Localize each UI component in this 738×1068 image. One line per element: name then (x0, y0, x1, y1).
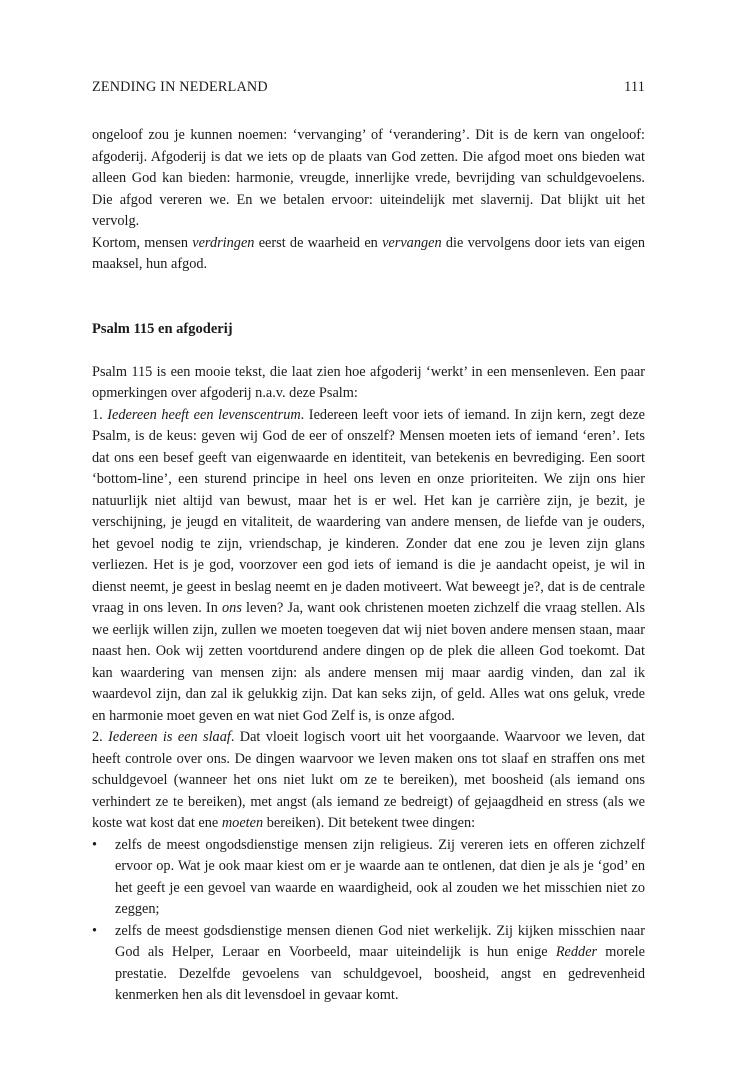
bullet-item-2: • zelfs de meest godsdienstige mensen dienen God niet werkelijk. Zij kijken misschien naar God als Helper, Leraar en Voorbeeld, maar uiteindelijk is hun enige Redder morele prestatie. Dezelfde gevoelens van schuldgevoel, boosheid, angst en gedrevenheid kenmerken hen als dit levensdoel in gevaar komt. (92, 922, 645, 1003)
emphasis-verdringen: verdringen (192, 234, 255, 251)
page (92, 79, 645, 1007)
emphasis-vervangen: vervangen (382, 234, 442, 251)
point-1: 1. Iedereen heeft een levenscentrum. Iedereen leeft voor iets of iemand. In zijn kern, zegt deze Psalm, is de keus: geven wij God de eer of onszelf? Mensen moeten iets of iemand ‘eren’. Iets dat ons een besef geeft van eigenwaarde en identiteit, van betekenis en bevrediging. Een soort ‘bottom-line’, een sturend principe in heel ons leven en onze prioriteiten. We zijn ons hier natuurlijk niet altijd van bewust, maar het is er wel. Het kan je carrière zijn, je bezit, je verschijning, je jeugd en vitaliteit, de waardering van andere mensen, de liefde van je ouders, het gevoel nodig te zijn, vriendschap, je kinderen. Zonder dat ene zou je leven zijn glans verliezen. Het is je god, voorzover een god iets of iemand is die je aandacht opeist, je wil in dienst neemt, je geest in beslag neemt en je daden motiveert. Wat beweegt je?, dat is de centrale vraag in ons leven. In ons leven? Ja, want ook christenen moeten zichzelf die vraag stellen. Als we eerlijk willen zijn, zullen we moeten toegeven dat wij niet boven andere mensen staan, maar naast hen. Ook wij zetten voortdurend andere dingen op de plek die alleen God toekomt. Dat kan waardering van mensen zijn: als andere mensen mij maar aardig vinden, dan zal ik waardevol zijn, dan zal ik gelukkig zijn. Dat kan seks zijn, of geld. Alles wat ons geluk, vrede en harmonie moet geven en wat niet God Zelf is, is onze afgod. (92, 406, 646, 724)
body-text (92, 125, 645, 1007)
running-header (92, 79, 645, 99)
intro-paragraph-1: ongeloof zou je kunnen noemen: ‘vervanging’ of ‘verandering’. Dit is de kern van ongeloof: afgoderij. Afgoderij is dat we iets op de plaats van God zetten. Die afgod moet ons bieden wat alleen God kan bieden: harmonie, vreugde, innerlijke vrede, bevrijding van schuldgevoelens. Die afgod vereren we. En we betalen ervoor: uiteindelijk met slavernij. Dat blijkt uit het vervolg. (92, 127, 645, 229)
page-number: 111 (624, 79, 645, 95)
point-1-title: Iedereen heeft een levenscentrum (107, 406, 301, 423)
emphasis-ons: ons (222, 600, 242, 616)
point-2: 2. Iedereen is een slaaf. Dat vloeit logisch voort uit het voorgaande. Waarvoor we leven, dat heeft controle over ons. De dingen waarvoor we leven maken ons tot slaaf en straffen ons met schuldgevoel (wanneer het ons niet lukt om ze te bereiken), met boosheid (als iemand ons verhindert ze te bereiken), met angst (als iemand ze bedreigt) of gejaagdheid en stress (als we koste wat kost dat ene moeten bereiken). Dit betekent twee dingen: (92, 729, 645, 831)
bullet-icon: • (92, 836, 98, 853)
emphasis-moeten: moeten (221, 815, 264, 831)
point-2-title: Iedereen is een slaaf (108, 729, 231, 745)
section-lead: Psalm 115 is een mooie tekst, die laat zien hoe afgoderij ‘werkt’ in een mensenleven. Een paar opmerkingen over afgoderij n.a.v. deze Psalm: (92, 363, 645, 401)
bullet-list (92, 835, 645, 1007)
intro-paragraph-2: Kortom, mensen verdringen eerst de waarheid en vervangen die vervolgens door iets van eigen maaksel, hun afgod. (92, 234, 645, 272)
header-title: ZENDING IN NEDERLAND (92, 79, 268, 95)
bullet-icon: • (92, 922, 98, 939)
section-heading: Psalm 115 en afgoderij (92, 320, 233, 337)
emphasis-redder: Redder (555, 944, 598, 960)
bullet-item-1: • zelfs de meest ongodsdienstige mensen zijn religieus. Zij vereren iets en offeren zichzelf ervoor op. Wat je ook maar kiest om er je waarde aan te ontlenen, dat dien je als je ‘god’ en het geeft je een gevoel van waarde en waardigheid, ook al zouden we het misschien niet zo zeggen; (92, 836, 645, 917)
